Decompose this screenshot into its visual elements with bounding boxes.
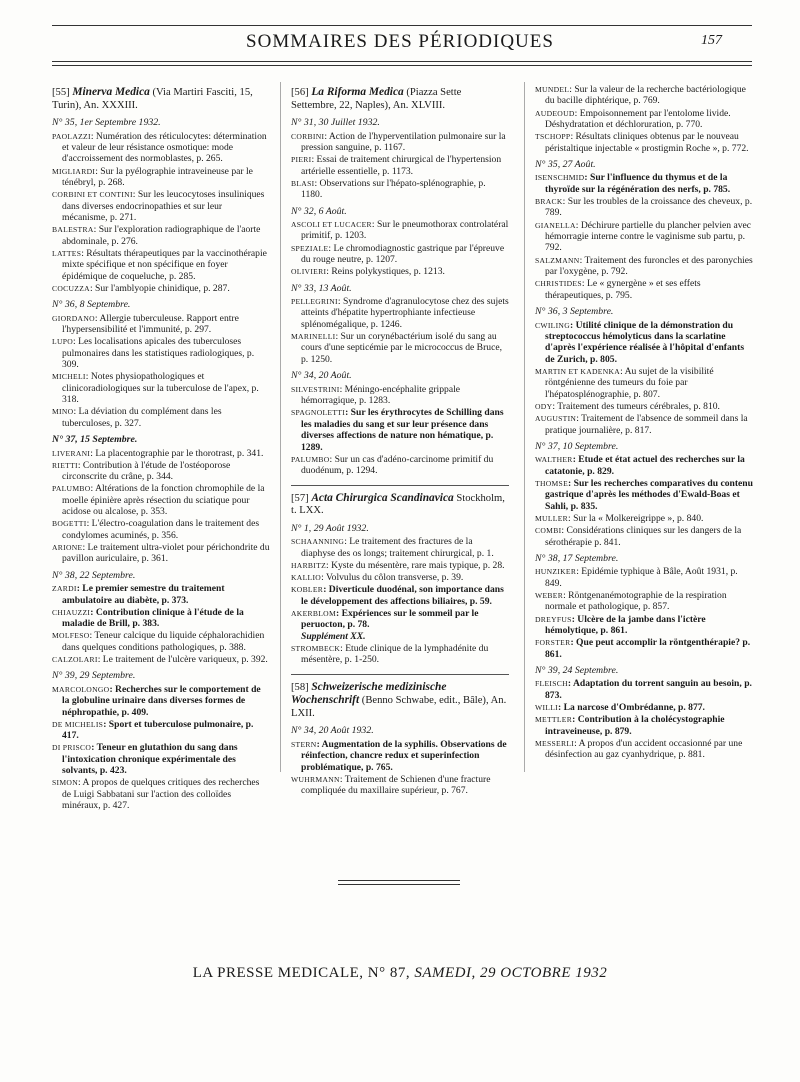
article-author: MINO	[52, 407, 74, 417]
article-entry	[535, 366, 753, 400]
article-entry	[535, 131, 753, 154]
article-author: ZARDI	[52, 584, 77, 594]
article-title: : Traitement de Schienen d'une fracture compliquée du maxillaire supérieur, p. 767.	[301, 773, 491, 797]
article-author: LUPO	[52, 337, 74, 347]
article-entry	[52, 131, 270, 165]
article-title: : L'électro-coagulation dans le traitement des condylomes acuminés, p. 356.	[62, 518, 260, 541]
article-title: : Allergie tuberculeuse. Rapport entre l'hypersensibilité et l'immunité, p. 297.	[62, 312, 239, 336]
article-author: SILVESTRINI	[291, 384, 340, 394]
article-author: THOMSE	[535, 478, 569, 488]
article-title: : Le premier semestre du traitement ambulatoire au diabète, p. 373.	[62, 583, 225, 606]
journal-number: [55]	[52, 87, 70, 98]
article-author: KOBLER	[291, 585, 324, 595]
article-author: PALUMBO	[52, 484, 91, 494]
article-author: WEBER	[535, 591, 564, 601]
issue-heading: N° 34, 20 Août.	[291, 370, 352, 382]
footer-issue: N° 87,	[367, 965, 411, 981]
issue-heading: N° 39, 29 Septembre.	[52, 670, 136, 682]
article-author: WALTHER	[535, 455, 573, 465]
article-entry	[291, 219, 509, 242]
journal-heading	[291, 674, 509, 721]
article-entry	[52, 248, 270, 282]
article-title: : Sur l'exploration radiographique de l'aorte abdominale, p. 276.	[62, 224, 261, 247]
article-title: : Teneur en glutathion du sang dans l'intoxication chronique expérimentale des solvants, p. 423.	[62, 742, 238, 777]
article-author: ISENSCHMID	[535, 173, 585, 183]
article-title: : Etude clinique de la lymphadénite du mésentère, p. 1-250.	[301, 642, 489, 666]
article-entry	[291, 407, 509, 453]
article-title: : Teneur calcique du liquide céphalorachidien dans quelques conditions pathologiques, p. 388.	[62, 630, 265, 653]
article-author: AUGUSTIN	[535, 414, 577, 424]
page-number: 157	[701, 33, 722, 48]
column-middle	[291, 84, 509, 797]
journal-name: Minerva Medica	[72, 86, 150, 98]
article-entry	[535, 702, 753, 713]
article-entry	[52, 371, 270, 405]
article-author: STERN	[291, 739, 317, 749]
article-author: OLIVIERI	[291, 267, 327, 277]
article-author: RIETTI	[52, 460, 78, 470]
article-entry	[52, 189, 270, 223]
footer-journal: LA PRESSE MEDICALE,	[192, 965, 364, 981]
article-title: : Kyste du mésentère, rare mais typique, p. 28.	[326, 559, 505, 571]
journal-name: La Riforma Medica	[311, 86, 404, 98]
article-title: : Observations sur l'hépato-splénographie, p. 1180.	[301, 177, 486, 201]
article-author: HARBITZ	[291, 560, 327, 570]
article-entry	[52, 542, 270, 565]
article-title: : La narcose d'Ombrédanne, p. 877.	[558, 702, 705, 714]
article-title: : Le traitement des fractures de la diaphyse des os longs; traitement chirurgical, p. 1.	[301, 536, 494, 559]
article-entry	[535, 454, 753, 477]
journal-number: [57]	[291, 492, 309, 504]
article-title: : Sur les érythrocytes de Schilling dans les maladies du sang et sur leur présence dans diverses affections de nature non hématique, p. 1289.	[301, 407, 504, 453]
article-author: MULLER	[535, 513, 569, 523]
article-author: LIVERANI	[52, 448, 91, 458]
journal-name: Schweizerische medizinische Wochenschrift	[291, 680, 447, 707]
article-entry	[52, 336, 270, 370]
journal-number: [58]	[291, 681, 309, 693]
article-title: : Contribution à la cholécystographie intraveineuse, p. 879.	[545, 714, 725, 737]
article-author: DI PRISCO	[52, 743, 92, 753]
issue-heading: N° 35, 1er Septembre 1932.	[52, 117, 161, 129]
article-entry	[535, 278, 753, 301]
article-title: : La déviation du complément dans les tuberculoses, p. 327.	[62, 406, 222, 429]
article-title: : Traitement de l'absence de sommeil dans la pratique journalière, p. 817.	[545, 413, 748, 436]
article-author: AUDEOUD	[535, 108, 575, 118]
article-entry	[535, 196, 753, 219]
article-title: : Sur les troubles de la croissance des cheveux, p. 789.	[545, 196, 753, 219]
article-title: : Adaptation du torrent sanguin au besoin, p. 873.	[545, 678, 752, 701]
article-title: : Expériences sur le sommeil par le peruocton, p. 78.	[301, 607, 479, 631]
article-title: : Contribution clinique à l'étude de la maladie de Brill, p. 383.	[62, 606, 244, 630]
article-author: TSCHOPP	[535, 132, 571, 142]
article-author: MARINELLI	[291, 332, 336, 342]
issue-heading: N° 35, 27 Août.	[535, 159, 596, 171]
article-author: COMBI	[535, 526, 562, 536]
article-title: : La placentographie par le thorotrast, p. 341.	[90, 447, 264, 459]
article-entry	[291, 266, 509, 277]
article-title: : Volvulus du côlon transverse, p. 39.	[321, 571, 464, 583]
article-title: : Méningo-encéphalite grippale hémorragique, p. 1283.	[301, 383, 461, 407]
article-author: MICHELI	[52, 372, 86, 382]
footer-ornament-rule	[338, 884, 460, 885]
article-author: ODY	[535, 401, 553, 411]
article-author: SCHAANNING	[291, 537, 345, 547]
article-title: : Sur un cas d'adéno-carcinome primitif du duodénum, p. 1294.	[301, 453, 494, 477]
article-author: ARIONE	[52, 542, 83, 552]
issue-heading: N° 31, 30 Juillet 1932.	[291, 117, 380, 129]
header-rule-top	[52, 25, 752, 26]
article-title: : Sur les leucocytoses insuliniques dans diverses endocrinopathies et sur leur mécanisme, p. 271.	[62, 189, 265, 224]
journal-details: (Piazza Sette Settembre, 22, Naples), An. XLVIII.	[291, 87, 462, 111]
article-title: : Action de l'hyperventilation pulmonaire sur la pression sanguine, p. 1167.	[301, 130, 506, 153]
article-title: : Syndrome d'agranulocytose chez des sujets atteints d'hépatite hypertrophiante infectieuse splénomégalique, p. 1246.	[301, 296, 509, 330]
article-author: KALLIO	[291, 572, 322, 582]
article-title: : Empoisonnement par l'entolome livide. Déshydratation et déchloruration, p. 770.	[545, 107, 731, 131]
article-entry	[535, 255, 753, 278]
article-entry	[291, 572, 509, 583]
article-entry	[291, 131, 509, 154]
article-title: : Sur un corynébactérium isolé du sang au cours d'une septicémie par le micrococcus de Bruce, p. 1250.	[301, 331, 502, 365]
article-entry	[52, 583, 270, 606]
journal-heading	[52, 86, 270, 112]
article-author: FLEISCH	[535, 679, 568, 689]
article-author: BLASI	[291, 178, 315, 188]
article-entry	[291, 178, 509, 201]
article-title: : Sur la valeur de la recherche bactériologique du bacille diphtérique, p. 769.	[545, 84, 746, 107]
article-title: : Sur le pneumothorax controlatéral primitif, p. 1203.	[301, 219, 509, 242]
article-author: MARTIN ET KADENKA	[535, 366, 621, 376]
article-author: GIANELLA	[535, 220, 576, 230]
article-entry	[52, 518, 270, 541]
journal-details: Stockholm, t. LXX.	[291, 492, 505, 517]
article-author: WUHRMANN	[291, 774, 340, 784]
article-author: CALZOLARI	[52, 655, 98, 665]
article-entry	[52, 166, 270, 189]
article-entry	[52, 654, 270, 665]
article-entry	[52, 460, 270, 483]
article-title: : Au sujet de la visibilité röntgénienne des tumeurs du foie par l'hépatosplénographie, p. 807.	[545, 365, 714, 400]
article-entry	[535, 614, 753, 637]
journal-number: [56]	[291, 87, 309, 98]
article-title: : Utilité clinique de la démonstration du streptococcus hémolyticus dans la scarlatine d'après l'expérience réalisée à l'hôpital d'enfants de Zurich, p. 805.	[545, 319, 745, 365]
article-author: BRACK	[535, 197, 563, 207]
article-author: MIGLIARDI	[52, 166, 96, 176]
issue-heading: N° 33, 13 Août.	[291, 282, 352, 294]
article-entry	[291, 536, 509, 559]
article-author: DREYFUS	[535, 614, 572, 624]
article-title: : Sur l'influence du thymus et de la thyroïde sur la régénération des nerfs, p. 785.	[545, 172, 731, 195]
article-title: : A propos de quelques critiques des recherches de Luigi Sabbatani sur l'action des colloïdes minéraux, p. 427.	[62, 777, 260, 812]
footer-ornament-rule	[338, 880, 460, 881]
article-author: FORSTER	[535, 638, 571, 648]
article-author: METTLER	[535, 715, 573, 725]
article-title: : Sur la pyélographie intraveineuse par le ténébryl, p. 268.	[62, 165, 253, 189]
article-title: : Etude et état actuel des recherches sur la catatonie, p. 829.	[545, 454, 745, 477]
article-title: : Les localisations apicales des tuberculoses pulmonaires dans les statistiques radiologiques, p. 309.	[62, 336, 255, 371]
article-entry	[291, 331, 509, 365]
article-entry	[52, 777, 270, 811]
article-entry	[535, 220, 753, 254]
article-author: BOGETTI	[52, 519, 87, 529]
article-entry	[535, 525, 753, 548]
article-author: ASCOLI ET LUCACER	[291, 220, 372, 230]
article-title: : Déchirure partielle du plancher pelvien avec hémorragie interne contre le vaginisme sub partu, p. 792.	[545, 219, 752, 254]
article-title: : Essai de traitement chirurgical de l'hypertension artérielle essentielle, p. 1173.	[301, 154, 502, 177]
article-title: : Résultats thérapeutiques par la vaccinothérapie mixte spécifique et non spécifique en foyer épidémique de coqueluche, p. 285.	[62, 247, 267, 282]
article-author: MESSERLI	[535, 738, 575, 748]
article-entry	[291, 739, 509, 773]
article-entry	[52, 313, 270, 336]
article-entry	[291, 584, 509, 607]
journal-heading	[291, 485, 509, 518]
issue-heading: N° 39, 24 Septembre.	[535, 665, 619, 677]
article-title: : Epidémie typhique à Bâle, Août 1931, p. 849.	[545, 566, 738, 589]
article-title: : Le « gynergène » et ses effets thérapeutiques, p. 795.	[545, 278, 701, 301]
article-entry	[535, 678, 753, 701]
article-title: : Recherches sur le comportement de la globuline urinaire dans diverses formes de néphropathie, p. 409.	[62, 683, 261, 718]
article-title: : Röntgenanémotographie de la respiration normale et pathologique, p. 857.	[545, 590, 727, 613]
article-title: : Diverticule duodénal, son importance dans le développement des affections biliaires, p. 59.	[301, 584, 504, 607]
column-separator	[280, 82, 281, 772]
page-title: SOMMAIRES DES PÉRIODIQUES	[246, 31, 554, 52]
issue-heading: N° 37, 10 Septembre.	[535, 440, 619, 452]
article-title: : Résultats cliniques obtenus par le nouveau péristaltique injectable « prostigmin Roche », p. 772.	[545, 131, 749, 154]
article-entry	[535, 714, 753, 737]
article-title: : Que peut accomplir la röntgenthérapie? p. 861.	[545, 637, 751, 660]
journal-name: Acta Chirurgica Scandinavica	[311, 491, 454, 504]
article-title: : Numération des réticulocytes: détermination et valeur de leur résistance osmotique: mode d'accroissement des normoblastes, p. 265.	[62, 130, 267, 165]
article-author: STROMBECK	[291, 643, 341, 653]
article-author: MUNDEL	[535, 85, 570, 94]
article-author: LATTES	[52, 248, 82, 258]
article-author: CWILING	[535, 320, 570, 330]
issue-heading: N° 32, 6 Août.	[291, 205, 347, 217]
article-entry	[535, 738, 753, 761]
article-entry	[535, 478, 753, 512]
article-entry	[291, 608, 509, 631]
column-left	[52, 84, 270, 812]
article-author: BALESTRA	[52, 225, 94, 235]
article-title: : Le traitement ultra-violet pour périchondrite du pavillon auriculaire, p. 361.	[62, 541, 270, 565]
article-title: : Altérations de la fonction chromophile de la moelle épinière après résection du sciatique pour acidose ou alcalose, p. 353.	[62, 483, 265, 518]
article-entry	[52, 607, 270, 630]
article-entry	[52, 742, 270, 776]
article-title: : Notes physiopathologiques et clinicoradiologiques sur la tuberculose de l'apex, p. 318.	[62, 371, 259, 406]
article-title: : Le traitement de l'ulcère variqueux, p. 392.	[97, 654, 268, 666]
article-author: MOLFESO	[52, 631, 90, 641]
page-footer	[0, 965, 800, 982]
article-entry	[291, 454, 509, 477]
article-title: : Traitement des tumeurs cérébrales, p. 810.	[552, 400, 720, 412]
issue-heading: N° 1, 29 Août 1932.	[291, 522, 369, 534]
article-title: : Contribution à l'étude de l'ostéoporose circonscrite du crâne, p. 344.	[62, 459, 231, 483]
article-author: HUNZIKER	[535, 567, 577, 577]
issue-heading: N° 34, 20 Août 1932.	[291, 725, 374, 737]
article-author: GIORDANO	[52, 313, 95, 323]
article-entry	[291, 560, 509, 571]
column-right	[535, 84, 753, 761]
article-author: PAOLAZZI	[52, 131, 91, 141]
issue-heading: N° 38, 17 Septembre.	[535, 553, 619, 564]
article-title: : Traitement des furoncles et des paronychies par l'oxygène, p. 792.	[545, 254, 753, 278]
article-entry	[52, 283, 270, 294]
journal-details: (Benno Schwabe, edit., Bâle), An. LXII.	[291, 695, 507, 719]
article-title: : Augmentation de la syphilis. Observations de réinfection, chancre redux et superinfection problématique, p. 765.	[301, 738, 507, 773]
article-entry	[535, 108, 753, 131]
article-author: PIERI	[291, 155, 312, 165]
column-separator	[524, 82, 525, 772]
article-entry	[52, 224, 270, 247]
article-author: CHIAUZZI	[52, 607, 91, 617]
article-entry	[52, 406, 270, 429]
article-title: : Le chromodiagnostic gastrique par l'épreuve du rouge neutre, p. 1207.	[301, 242, 505, 266]
article-entry	[52, 684, 270, 718]
article-title: : Sur la « Molkereigrippe », p. 840.	[568, 512, 704, 524]
article-author: SALZMANN	[535, 255, 580, 265]
article-author: CORBINI	[291, 131, 325, 141]
article-entry	[291, 243, 509, 266]
issue-heading: N° 36, 3 Septembre.	[535, 306, 614, 318]
article-entry	[535, 401, 753, 412]
article-author: WILLI	[535, 703, 559, 713]
journal-details: (Via Martiri Fasciti, 15, Turin), An. XXXIII.	[52, 87, 253, 111]
article-entry	[291, 296, 509, 330]
article-entry	[291, 384, 509, 407]
journal-heading	[291, 86, 509, 112]
article-entry	[52, 483, 270, 517]
article-title: : Sport et tuberculose pulmonaire, p. 417.	[62, 718, 254, 742]
article-author: PELLEGRINI	[291, 297, 338, 307]
article-author: DE MICHELIS	[52, 719, 104, 729]
supplement-heading: Supplément XX.	[301, 631, 366, 643]
article-entry	[535, 84, 753, 107]
article-entry	[535, 590, 753, 613]
article-author: SPAGNOLETTI	[291, 408, 346, 418]
article-author: AKERBLOM	[291, 608, 337, 618]
article-entry	[535, 637, 753, 660]
article-entry	[291, 643, 509, 666]
article-title: : A propos d'un accident occasionné par une désinfection au gaz cyanhydrique, p. 881.	[545, 737, 743, 761]
article-author: COCUZZA	[52, 283, 90, 293]
article-title: : Ulcère de la jambe dans l'ictère hémolytique, p. 861.	[545, 613, 706, 637]
article-title: : Considérations cliniques sur les dangers de la sérothérapie p. 841.	[545, 525, 742, 548]
article-entry	[535, 320, 753, 366]
article-entry	[52, 630, 270, 653]
header-rule-bottom	[52, 61, 752, 66]
article-author: MARCOLONGO	[52, 684, 110, 694]
issue-heading: N° 38, 22 Septembre.	[52, 569, 136, 581]
issue-heading: N° 37, 15 Septembre.	[52, 434, 138, 446]
article-entry	[291, 774, 509, 797]
article-entry	[535, 566, 753, 589]
article-entry	[52, 448, 270, 459]
issue-heading: N° 36, 8 Septembre.	[52, 299, 131, 311]
article-author: CORBINI ET CONTINI	[52, 190, 133, 200]
article-entry	[52, 719, 270, 742]
article-title: : Reins polykystiques, p. 1213.	[326, 266, 445, 278]
article-entry	[535, 513, 753, 524]
article-author: PALUMBO	[291, 454, 330, 464]
footer-date: SAMEDI, 29 OCTOBRE 1932	[414, 965, 608, 981]
article-title: : Sur les recherches comparatives du contenu gastrique d'après les méthodes d'Ewald-Boas et Sahli, p. 835.	[545, 477, 753, 512]
article-entry	[535, 413, 753, 436]
article-title: : Sur l'amblyopie chinidique, p. 287.	[89, 282, 230, 294]
article-author: SPEZIALE	[291, 243, 329, 253]
article-entry	[535, 172, 753, 195]
article-author: CHRISTIDES	[535, 279, 582, 289]
article-author: SIMON	[52, 778, 78, 788]
article-entry	[291, 154, 509, 177]
